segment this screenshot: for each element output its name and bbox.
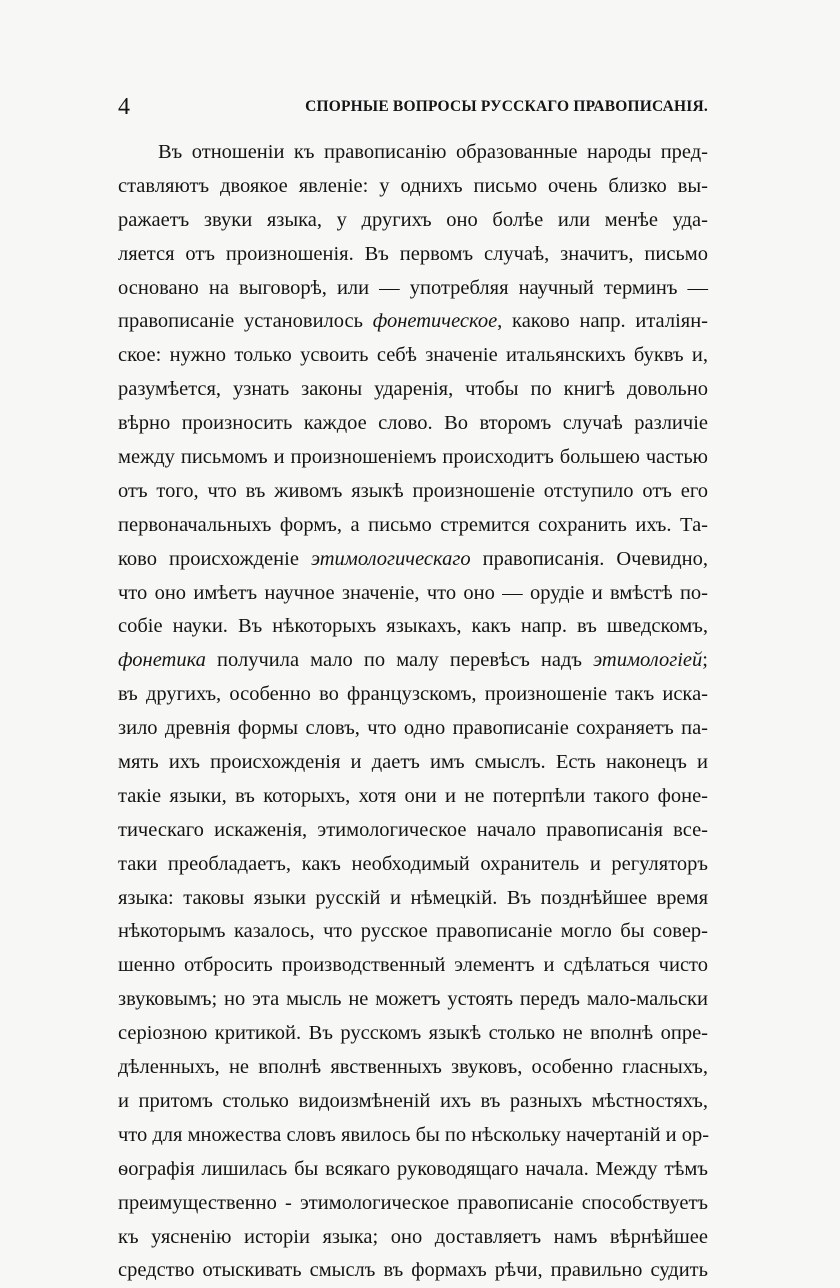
text-line [118, 1085, 708, 1119]
text-line [118, 610, 708, 644]
text-segment: ставляютъ двоякое явленіе: у однихъ письмо очень близко вы- [118, 174, 708, 197]
italic-term: этимологическаго [310, 547, 471, 570]
text-line [118, 1254, 708, 1288]
text-segment: вѣрно произносить каждое слово. Во второмъ случаѣ различіе [118, 412, 708, 435]
text-segment: ѳографія лишилась бы всякаго руководящаго начала. Между тѣмъ [118, 1157, 708, 1180]
text-segment: дѣленныхъ, не вполнѣ явственныхъ звуковъ, особенно гласныхъ, [118, 1056, 708, 1079]
text-line [118, 305, 708, 339]
text-segment: звуковымъ; но эта мысль не можетъ устоять передъ мало-мальски [118, 988, 708, 1011]
text-line [118, 746, 708, 780]
text-segment: правописанія. Очевидно, [470, 547, 708, 570]
text-line [118, 543, 708, 577]
text-line [118, 983, 708, 1017]
text-segment: ское: нужно только усвоить себѣ значеніе итальянскихъ буквъ и, [118, 344, 708, 367]
running-title: СПОРНЫЕ ВОПРОСЫ РУССКАГО ПРАВОПИСАНІЯ. [305, 98, 708, 115]
text-segment: что оно имѣетъ научное значеніе, что оно — орудіе и вмѣстѣ по- [118, 581, 708, 604]
text-line [118, 712, 708, 746]
text-segment: ково происхожденіе [118, 547, 311, 570]
text-segment: ражаетъ звуки языка, у другихъ оно болѣе или менѣе уда- [118, 208, 708, 231]
text-line [118, 373, 708, 407]
text-line [118, 475, 708, 509]
text-line [118, 1051, 708, 1085]
text-line [118, 848, 708, 882]
page-number: 4 [118, 94, 130, 120]
text-segment: къ уясненію исторіи языка; оно доставляетъ намъ вѣрнѣйшее [118, 1225, 708, 1248]
text-line [118, 949, 708, 983]
text-line [118, 272, 708, 306]
text-segment: разумѣется, узнать законы ударенія, чтобы по книгѣ довольно [118, 378, 708, 401]
text-segment: правописаніе установилось [118, 310, 373, 333]
text-segment: между письмомъ и произношеніемъ происходитъ большею частью [118, 446, 708, 469]
text-line [118, 577, 708, 611]
text-line [118, 1153, 708, 1187]
text-line [118, 780, 708, 814]
text-segment: что для множества словъ явилось бы по нѣскольку начертаній и ор- [118, 1123, 710, 1146]
text-segment: зило древнія формы словъ, что одно правописаніе сохраняетъ па- [118, 717, 708, 740]
text-segment: шенно отбросить производственный элементъ и сдѣлаться чисто [118, 954, 708, 977]
text-segment: собіе науки. Въ нѣкоторыхъ языкахъ, какъ напр. въ шведскомъ, [118, 615, 708, 638]
text-segment: , каково напр. италіян- [497, 310, 708, 333]
text-line [118, 238, 708, 272]
text-line [118, 915, 708, 949]
text-segment: такіе языки, въ которыхъ, хотя они и не потерпѣли такого фоне- [118, 784, 708, 807]
text-segment: и притомъ столько видоизмѣненій ихъ въ разныхъ мѣстностяхъ, [118, 1089, 708, 1112]
body-text [118, 136, 708, 1288]
text-segment: серіозною критикой. Въ русскомъ языкѣ столько не вполнѣ опре- [118, 1022, 708, 1045]
text-line [118, 814, 708, 848]
text-segment: преимущественно - этимологическое правописаніе способствуетъ [118, 1191, 708, 1214]
text-segment: мять ихъ происхожденія и даетъ имъ смыслъ. Есть наконецъ и [118, 751, 708, 774]
page-header [118, 92, 708, 122]
text-segment: получила мало по малу перевѣсъ надъ [205, 649, 594, 672]
text-segment: первоначальныхъ формъ, а письмо стремится сохранить ихъ. Та- [118, 513, 708, 536]
text-segment: таки преобладаетъ, какъ необходимый охранитель и регуляторъ [118, 852, 708, 875]
text-segment: языка: таковы языки русскій и нѣмецкій. Въ позднѣйшее время [118, 886, 708, 909]
text-line [118, 170, 708, 204]
text-segment: Въ отношеніи къ правописанію образованные народы пред- [158, 141, 708, 163]
text-line [118, 441, 708, 475]
text-line [118, 1017, 708, 1051]
text-segment: тическаго искаженія, этимологическое начало правописанія все- [118, 818, 708, 841]
text-line [118, 136, 708, 170]
text-line [118, 644, 708, 678]
italic-term: этимологіей [593, 649, 703, 672]
text-line [118, 1119, 708, 1153]
text-line [118, 339, 708, 373]
text-segment: основано на выговорѣ, или — употребляя научный терминъ — [118, 276, 708, 299]
text-line [118, 1187, 708, 1221]
text-line [118, 407, 708, 441]
text-segment: ляется отъ произношенія. Въ первомъ случаѣ, значитъ, письмо [118, 242, 708, 265]
text-segment: въ другихъ, особенно во французскомъ, произношеніе такъ иска- [118, 683, 708, 706]
italic-term: фонетика [118, 649, 206, 672]
text-segment: нѣкоторымъ казалось, что русское правописаніе могло бы совер- [118, 920, 708, 943]
text-line [118, 509, 708, 543]
text-line [118, 204, 708, 238]
text-segment: отъ того, что въ живомъ языкѣ произношеніе отступило отъ его [118, 479, 708, 502]
text-line [118, 678, 708, 712]
text-segment: средство отыскивать смыслъ въ формахъ рѣчи, правильно судить [118, 1259, 708, 1282]
text-line [118, 882, 708, 916]
italic-term: фонетическое [372, 310, 498, 333]
text-line [118, 1221, 708, 1255]
text-segment: ; [702, 649, 708, 672]
